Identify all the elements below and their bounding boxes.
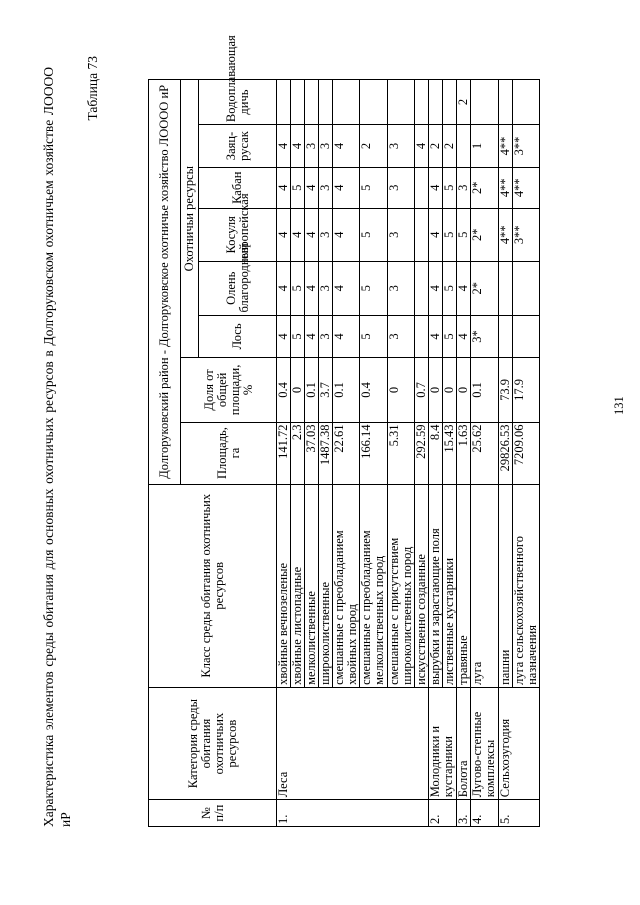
species-value: 4 <box>277 125 291 168</box>
species-value: 4 <box>305 262 319 316</box>
species-value: 5 <box>443 208 457 262</box>
species-value: 4 <box>429 262 443 316</box>
habitat-class: луга <box>471 484 499 687</box>
species-value: 5 <box>443 167 457 208</box>
table-row <box>499 80 513 827</box>
species-value: 5 <box>360 167 388 208</box>
species-value: 3 <box>388 208 415 262</box>
header-species: Олень благородный <box>199 262 277 316</box>
area-value: 292.59 <box>415 422 429 484</box>
species-value: 4** <box>513 167 540 208</box>
header-share: Доля от общей площади, % <box>181 358 277 422</box>
habitat-class: вырубки и зарастающие поля <box>429 484 443 687</box>
habitat-class: лиственные кустарники <box>443 484 457 687</box>
species-value: 4 <box>429 315 443 358</box>
species-value <box>415 315 429 358</box>
table-row <box>471 80 499 827</box>
group-number: 2. <box>429 800 457 827</box>
header-region: Долгоруковский район - Долгоруковское охотничье хозяйство ЛОООО иР <box>149 80 181 485</box>
species-value: 4 <box>305 208 319 262</box>
area-value: 2.3 <box>291 422 305 484</box>
share-value: 0.4 <box>360 358 388 422</box>
group-number: 3. <box>457 800 471 827</box>
species-value <box>443 80 457 125</box>
species-value <box>499 80 513 125</box>
habitat-class: смешанные с преобладанием мелколиственных пород <box>360 484 388 687</box>
species-value: 4 <box>333 262 360 316</box>
group-category: Молодники и кустарники <box>429 687 457 799</box>
species-value <box>499 315 513 358</box>
area-value: 1487.38 <box>319 422 333 484</box>
species-value: 4 <box>277 315 291 358</box>
species-value: 4 <box>277 167 291 208</box>
share-value: 0.7 <box>415 358 429 422</box>
header-species: Кабан <box>199 167 277 208</box>
habitat-class: пашни <box>499 484 513 687</box>
habitat-class: широколиственные <box>319 484 333 687</box>
share-value: 73.9 <box>499 358 513 422</box>
species-value: 5 <box>360 262 388 316</box>
species-value: 5 <box>443 315 457 358</box>
species-value: 2* <box>471 262 499 316</box>
species-value <box>513 262 540 316</box>
share-value: 0 <box>429 358 443 422</box>
area-value: 29826.53 <box>499 422 513 484</box>
species-value: 5 <box>291 315 305 358</box>
share-value: 0 <box>457 358 471 422</box>
group-number: 4. <box>471 800 499 827</box>
share-value: 0 <box>291 358 305 422</box>
species-value: 1 <box>471 125 499 168</box>
species-value: 5 <box>360 208 388 262</box>
species-value <box>333 80 360 125</box>
table-number: Таблица 73 <box>85 56 100 121</box>
table-header <box>149 35 277 827</box>
species-value <box>513 315 540 358</box>
species-value: 5 <box>457 208 471 262</box>
species-value <box>471 80 499 125</box>
species-value: 3 <box>388 315 415 358</box>
header-area: Площадь, га <box>181 422 277 484</box>
share-value: 0.1 <box>333 358 360 422</box>
share-value: 0.4 <box>277 358 291 422</box>
area-value: 1.63 <box>457 422 471 484</box>
species-value: 4 <box>333 125 360 168</box>
header-category: Категория среды обитания охотничьих ресурсов <box>149 687 277 799</box>
species-value: 5 <box>443 262 457 316</box>
share-value: 3.7 <box>319 358 333 422</box>
area-value: 8.4 <box>429 422 443 484</box>
species-value: 4 <box>415 125 429 168</box>
species-value <box>415 80 429 125</box>
species-value: 4 <box>291 125 305 168</box>
species-value: 3 <box>388 125 415 168</box>
species-value <box>319 80 333 125</box>
species-value: 3 <box>319 167 333 208</box>
species-value: 4 <box>305 167 319 208</box>
table-caption: Характеристика элементов среды обитания для основных охотничьих ресурсов в Долгоруковском охотничьем хозяйстве ЛОООО иР <box>41 67 73 827</box>
table-body <box>277 80 540 827</box>
species-value: 3 <box>319 315 333 358</box>
species-value: 4 <box>333 315 360 358</box>
species-value <box>291 80 305 125</box>
habitat-class: искусственно созданные <box>415 484 429 687</box>
area-value: 7209.06 <box>513 422 540 484</box>
share-value: 0.1 <box>471 358 499 422</box>
area-value: 166.14 <box>360 422 388 484</box>
species-value: 3** <box>513 208 540 262</box>
species-value: 3 <box>388 262 415 316</box>
species-value: 4 <box>277 208 291 262</box>
species-value <box>415 262 429 316</box>
group-category: Болота <box>457 687 471 799</box>
share-value: 17.9 <box>513 358 540 422</box>
habitat-class: смешанные с присутствием широколиственных пород <box>388 484 415 687</box>
header-species: Лось <box>199 315 277 358</box>
species-value <box>415 167 429 208</box>
area-value: 37.03 <box>305 422 319 484</box>
species-value: 4 <box>457 315 471 358</box>
species-value <box>360 80 388 125</box>
species-value: 2 <box>443 125 457 168</box>
species-value: 3 <box>305 125 319 168</box>
species-value: 4** <box>499 125 513 168</box>
species-value <box>305 80 319 125</box>
species-value: 3 <box>457 167 471 208</box>
species-value: 4** <box>499 208 513 262</box>
group-category: Леса <box>277 687 429 799</box>
header-species: Косуля европейская <box>199 208 277 262</box>
species-value <box>277 80 291 125</box>
species-value <box>415 208 429 262</box>
header-num: № п/п <box>149 800 277 827</box>
species-value: 3 <box>319 262 333 316</box>
species-value: 2* <box>471 167 499 208</box>
species-value: 2* <box>471 208 499 262</box>
species-value: 3 <box>388 167 415 208</box>
page-number: 131 <box>612 396 626 415</box>
species-value: 4 <box>429 167 443 208</box>
species-value: 2 <box>457 80 471 125</box>
habitat-table <box>148 35 540 827</box>
species-value <box>457 125 471 168</box>
species-value: 5 <box>360 315 388 358</box>
area-value: 25.62 <box>471 422 499 484</box>
group-category: Лугово-степные комплексы <box>471 687 499 799</box>
species-value <box>499 262 513 316</box>
share-value: 0 <box>388 358 415 422</box>
header-resources: Охотничьи ресурсы <box>181 80 199 358</box>
header-species: Заяц-русак <box>199 125 277 168</box>
table-row <box>429 80 443 827</box>
species-value: 4 <box>277 262 291 316</box>
species-value <box>513 80 540 125</box>
species-value: 4 <box>333 208 360 262</box>
area-value: 15.43 <box>443 422 457 484</box>
table-row <box>277 80 291 827</box>
area-value: 141.72 <box>277 422 291 484</box>
species-value: 5 <box>291 262 305 316</box>
species-value: 4 <box>429 208 443 262</box>
share-value: 0 <box>443 358 457 422</box>
species-value: 3 <box>319 208 333 262</box>
habitat-class: луга сельскохозяйственного назначения <box>513 484 540 687</box>
habitat-class: хвойные вечнозеленые <box>277 484 291 687</box>
species-value: 4 <box>305 315 319 358</box>
species-value: 4 <box>291 208 305 262</box>
species-value: 3* <box>471 315 499 358</box>
habitat-class: хвойные листопадные <box>291 484 305 687</box>
species-value: 3** <box>513 125 540 168</box>
species-value: 2 <box>360 125 388 168</box>
area-value: 22.61 <box>333 422 360 484</box>
species-value: 3 <box>319 125 333 168</box>
habitat-class: смешанные с преобладанием хвойных пород <box>333 484 360 687</box>
species-value: 2 <box>429 125 443 168</box>
habitat-class: мелколиственные <box>305 484 319 687</box>
group-category: Сельхозугодия <box>499 687 540 799</box>
area-value: 5.31 <box>388 422 415 484</box>
group-number: 5. <box>499 800 540 827</box>
species-value <box>429 80 443 125</box>
table-row <box>457 80 471 827</box>
header-class: Класс среды обитания охотничьих ресурсов <box>149 484 277 687</box>
habitat-class: травяные <box>457 484 471 687</box>
header-species: Водоплавающая дичь <box>199 80 277 125</box>
species-value <box>388 80 415 125</box>
share-value: 0.1 <box>305 358 319 422</box>
species-value: 4 <box>457 262 471 316</box>
species-value: 4 <box>333 167 360 208</box>
species-value: 4** <box>499 167 513 208</box>
group-number: 1. <box>277 800 429 827</box>
species-value: 5 <box>291 167 305 208</box>
